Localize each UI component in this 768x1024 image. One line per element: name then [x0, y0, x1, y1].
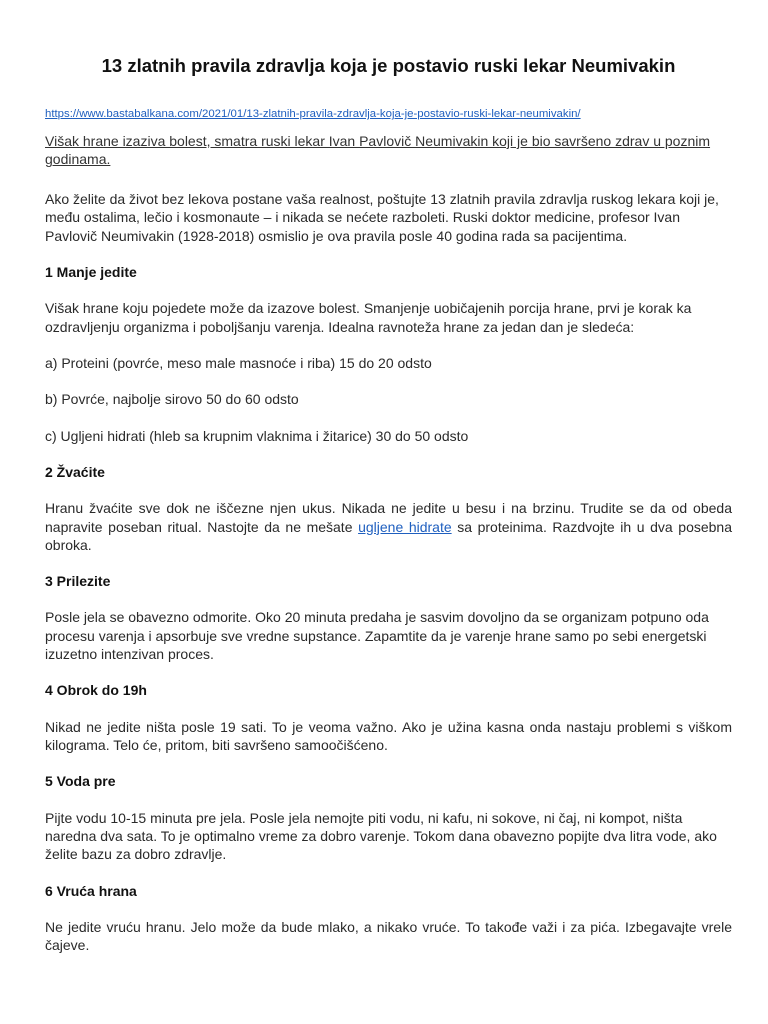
- section-5-paragraph: Pijte vodu 10-15 minuta pre jela. Posle jela nemojte piti vodu, ni kafu, ni sokove, ni čaj, ni kompot, ništa naredna dva sata. To je optimalno vreme za dobro varenje. Tokom dana obavezno popijte dva litra vode, ako želite bazu za dobro zdravlje.: [45, 809, 717, 863]
- section-2-text-after: sa proteinima. Razdvojte ih u dva posebna obroka.: [45, 518, 732, 553]
- document-title: 13 zlatnih pravila zdravlja koja je postavio ruski lekar Neumivakin: [101, 55, 676, 76]
- section-heading-1: 1 Manje jedite: [45, 263, 137, 280]
- section-1-item-c: c) Ugljeni hidrati (hleb sa krupnim vlaknima i žitarice) 30 do 50 odsto: [45, 427, 469, 444]
- section-1-item-b: b) Povrće, najbolje sirovo 50 do 60 odsto: [45, 391, 299, 408]
- section-6-paragraph: Ne jedite vruću hranu. Jelo može da bude mlako, a nikako vruće. To takođe važi i za pića. Izbegavajte vrele čajeve.: [45, 919, 732, 954]
- carbohydrates-link[interactable]: ugljene hidrate: [358, 518, 452, 535]
- lead-paragraph: Višak hrane izaziva bolest, smatra ruski lekar Ivan Pavlovič Neumivakin koji je bio savršeno zdrav u poznim godinama.: [45, 132, 711, 168]
- intro-paragraph: Ako želite da život bez lekova postane vaša realnost, poštujte 13 zlatnih pravila zdravlja ruskog lekara koji je, među ostalima, lečio i kosmonaute – i nikada se nećete razboleti. Ruski doktor medicine, profesor Ivan Pavlovič Neumivakin (1928-2018) osmislio je ova pravila posle 40 godina rada sa pacijentima.: [45, 190, 719, 244]
- section-3-paragraph: Posle jela se obavezno odmorite. Oko 20 minuta predaha je sasvim dovoljno da se organizam potpuno oda procesu varenja i apsorbuje sve vredne supstance. Zapamtite da je varenje hrane samo po sebi energetski izuzetno intenzivan proces.: [45, 609, 709, 663]
- section-heading-2: 2 Žvaćite: [45, 463, 105, 480]
- source-url-link[interactable]: https://www.bastabalkana.com/2021/01/13-zlatnih-pravila-zdravlja-koja-je-postavio-ruski-lekar-neumivakin/: [45, 108, 581, 121]
- section-heading-5: 5 Voda pre: [45, 773, 116, 790]
- section-heading-6: 6 Vruća hrana: [45, 882, 137, 899]
- document-page: [45, 54, 732, 973]
- section-heading-4: 4 Obrok do 19h: [45, 682, 147, 699]
- section-2-text-before: Hranu žvaćite sve dok ne iščezne njen ukus. Nikada ne jedite u besu i na brzinu. Trudite se da od obeda napravite poseban ritual. Nastojte da ne mešate: [45, 500, 732, 535]
- section-heading-3: 3 Prilezite: [45, 573, 111, 590]
- section-2-paragraph: [45, 499, 732, 554]
- section-4-paragraph: Nikad ne jedite ništa posle 19 sati. To je veoma važno. Ako je užina kasna onda nastaju problemi s viškom kilograma. Telo će, pritom, biti savršeno samoočišćeno.: [45, 718, 732, 754]
- section-1-paragraph: Višak hrane koju pojedete može da izazove bolest. Smanjenje uobičajenih porcija hrane, prvi je korak ka ozdravljenju organizma i poboljšanju varenja. Idealna ravnoteža hrane za jedan dan je sledeća:: [45, 300, 692, 335]
- section-1-item-a: a) Proteini (povrće, meso male masnoće i riba) 15 do 20 odsto: [45, 354, 432, 371]
